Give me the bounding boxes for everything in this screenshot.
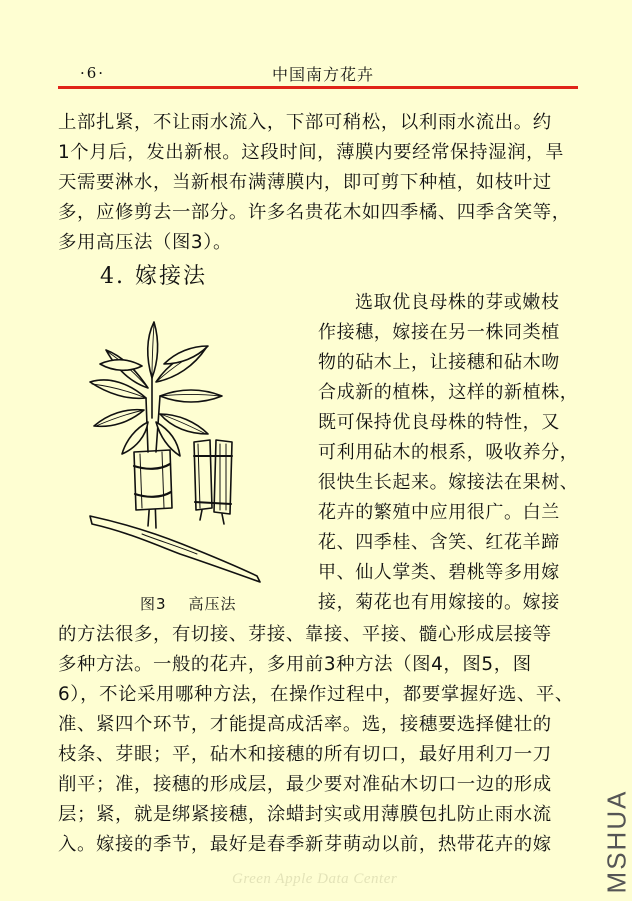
text-line: 削平；准，接穗的形成层，最少要对准砧木切口一边的形成: [58, 774, 552, 795]
text-line: 入。嫁接的季节，最好是春季新芽萌动以前，热带花卉的嫁: [58, 834, 552, 855]
text-line: 花、四季桂、含笑、红花羊蹄: [318, 532, 560, 553]
page-number: ·6·: [80, 64, 106, 82]
running-title: 中国南方花卉: [272, 65, 375, 84]
figure-air-layering-illustration: [82, 318, 292, 590]
side-watermark-text: MSHUA: [601, 789, 632, 894]
figure-label: 图3: [140, 595, 167, 613]
right-column-text: [318, 288, 578, 618]
text-line: 的方法很多，有切接、芽接、靠接、平接、髓心形成层接等: [58, 624, 552, 645]
text-line: 甲、仙人掌类、碧桃等多用嫁: [318, 562, 560, 583]
text-line: 多，应修剪去一部分。许多名贵花木如四季橘、四季含笑等，: [58, 202, 571, 223]
text-line: 合成新的植株，这样的新植株，: [318, 382, 579, 403]
text-line: 接，菊花也有用嫁接的。嫁接: [318, 592, 560, 613]
text-line: 多种方法。一般的花卉，多用前3种方法（图4，图5，图: [58, 654, 532, 675]
figure-caption-text: 高压法: [188, 595, 237, 613]
text-line: 1个月后，发出新根。这段时间，薄膜内要经常保持湿润，旱: [58, 142, 565, 163]
text-line: 枝条、芽眼；平，砧木和接穗的所有切口，最好用利刀一刀: [58, 744, 552, 765]
text-line: 物的砧木上，让接穗和砧木吻: [318, 352, 560, 373]
text-line: 上部扎紧，不让雨水流入，下部可稍松，以利雨水流出。约: [58, 112, 552, 133]
page-header: [0, 0, 632, 90]
section-title: 嫁接法: [135, 264, 208, 289]
text-line: 既可保持优良母株的特性，又: [318, 412, 560, 433]
side-watermark: [598, 789, 632, 900]
figure-caption: [140, 593, 237, 614]
bottom-paragraph: [58, 620, 574, 860]
section-heading: [100, 259, 207, 290]
text-line: 可利用砧木的根系，吸收养分，: [318, 442, 579, 463]
text-line: 6），不论采用哪种方法，在操作过程中，都要掌握好选、平、: [58, 684, 574, 705]
text-line: 作接穗，嫁接在另一株同类植: [318, 322, 560, 343]
text-line: 层；紧，就是绑紧接穗，涂蜡封实或用薄膜包扎防止雨水流: [58, 804, 552, 825]
top-paragraph: [58, 108, 571, 258]
bottom-watermark: Green Apple Data Center: [232, 871, 398, 887]
text-line: 花卉的繁殖中应用很广。白兰: [318, 502, 560, 523]
text-line: 很快生长起来。嫁接法在果树、: [318, 472, 579, 493]
section-number: 4.: [100, 264, 125, 289]
header-rule: [58, 86, 578, 89]
text-line: 天需要淋水，当新根布满薄膜内，即可剪下种植，如枝叶过: [58, 172, 552, 193]
text-line: 选取优良母株的芽或嫩枝: [355, 292, 560, 313]
text-line: 多用高压法（图3）。: [58, 232, 233, 253]
text-line: 准、紧四个环节，才能提高成活率。选，接穗要选择健壮的: [58, 714, 552, 735]
